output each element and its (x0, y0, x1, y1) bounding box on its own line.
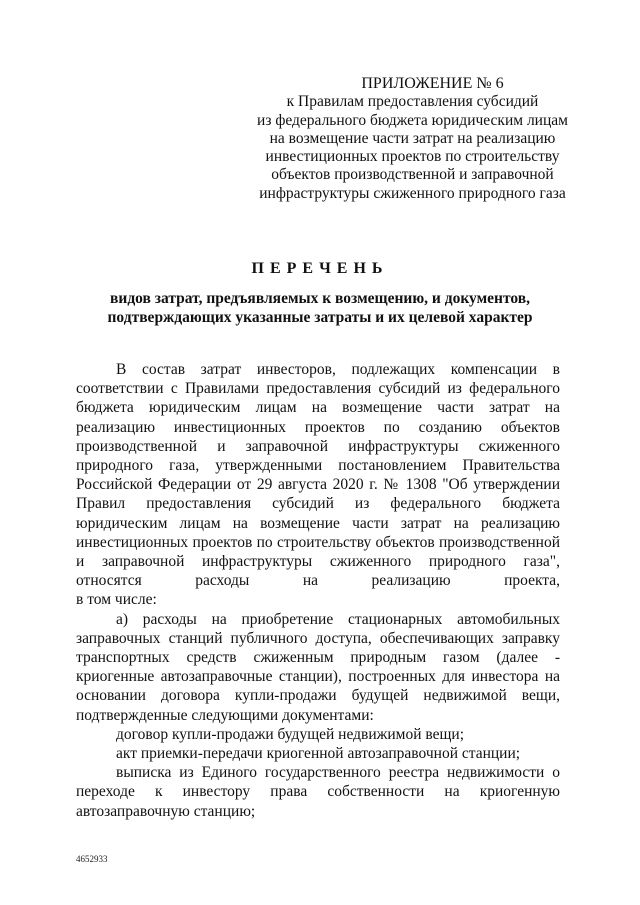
appendix-line: инфраструктуры сжиженного природного газа (259, 184, 566, 202)
document-subheading (0, 289, 640, 327)
appendix-block (250, 75, 575, 203)
subheading-line: видов затрат, предъявляемых к возмещению, и документов, (110, 290, 530, 307)
document-body (76, 360, 560, 821)
appendix-title: ПРИЛОЖЕНИЕ № 6 (361, 75, 504, 92)
document-item: выписка из Единого государственного реестра недвижимости о переходе к инвестору права собственности на криогенную автозаправочную станцию; (76, 764, 560, 820)
appendix-line: объектов производственной и заправочной (271, 166, 554, 184)
intro-paragraph: В состав затрат инвесторов, подлежащих компенсации в соответствии с Правилами предоставления субсидий из федерального бюджета юридическим лицам на возмещение части затрат на реализацию инвестиционных проектов по созданию объектов производственной и заправочной инфраструктуры сжиженного природного газа, утвержденными постановлением Правительства Российской Федерации от 29 августа 2020 г. № 1308 "Об утверждении Правил предоставления субсидий из федерального бюджета юридическим лицам на возмещение части затрат на реализацию инвестиционных проектов по строительству объектов производственной и заправочной инфраструктуры сжиженного природного газа", относятся расходы на реализацию проекта, (76, 361, 560, 590)
subheading-line: подтверждающих указанные затраты и их целевой характер (107, 309, 533, 326)
appendix-line: к Правилам предоставления субсидий (286, 93, 539, 111)
appendix-line: из федерального бюджета юридическим лицам (257, 111, 568, 129)
document-heading: ПЕРЕЧЕНЬ (251, 260, 389, 277)
item-a-paragraph: а) расходы на приобретение стационарных автомобильных заправочных станций публичного доступа, обеспечивающих заправку транспортных средств сжиженным природным газом (далее - криогенные автозаправочные станции), построенных для инвестора на основании договора купли-продажи будущей недвижимой вещи, подтвержденные следующими документами: (76, 610, 560, 724)
document-item: акт приемки-передачи криогенной автозаправочной станции; (116, 745, 521, 763)
appendix-line: на возмещение части затрат на реализацию (269, 129, 556, 147)
document-item: договор купли-продажи будущей недвижимой вещи; (116, 725, 465, 743)
intro-tail: в том числе: (76, 591, 157, 609)
appendix-line: инвестиционных проектов по строительству (265, 148, 560, 166)
footer-code: 4652933 (76, 854, 108, 864)
